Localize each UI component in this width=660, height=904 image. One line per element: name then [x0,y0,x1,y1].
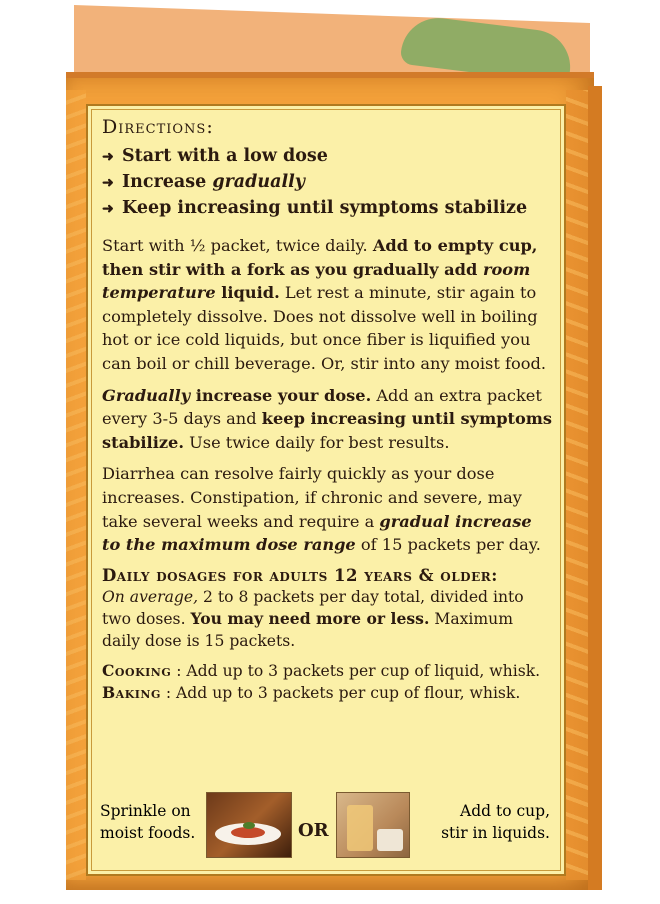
step-keep-increasing: ➜ Keep increasing until symptoms stabilize [102,196,554,222]
soup-bowl-photo [206,792,292,858]
arrow-icon: ➜ [102,149,114,165]
paragraph-start-dose: Start with ½ packet, twice daily. Add to empty cup, then stir with a fork as you gradually add room temperature liquid. Let rest a minute, stir again to completely dissolve. Does not dissolve well in boiling hot or ice cold liquids, but once fiber is liquified you can boil or chill beverage. Or, stir into any moist food. [102,236,546,373]
step-low-dose: ➜ Start with a low dose [102,144,554,170]
step-increase: ➜ Increase gradually [102,170,554,196]
directions-steps [102,144,554,222]
box-decoration-left [66,90,86,880]
directions-panel [86,104,566,876]
directions-content [102,116,554,704]
cup-shape [377,829,403,851]
daily-dosages-heading: Daily dosages for adults 12 years & older: [102,565,498,585]
cooking-line: Cooking : Add up to 3 packets per cup of liquid, whisk. [102,661,541,681]
usage-illustrations [88,792,568,872]
add-to-cup-caption: Add to cup, stir in liquids. [441,802,550,842]
baking-line: Baking : Add up to 3 packets per cup of flour, whisk. [102,683,521,703]
glass-shape [347,805,373,851]
paragraph-diarrhea: Diarrhea can resolve fairly quickly as your dose increases. Constipation, if chronic and severe, may take several weeks and require a gradual increase to the maximum dose range of 15 packets per day. [102,464,541,555]
garnish-leaf-shape [243,822,255,829]
or-label: OR [298,820,329,841]
box-decoration-right [566,90,588,880]
sprinkle-caption: Sprinkle on moist foods. [100,802,196,842]
drink-glass-photo [336,792,410,858]
paragraph-increase-dose: Gradually increase your dose. Add an extra packet every 3-5 days and keep increasing until symptoms stabilize. Use twice daily for best results. [102,385,553,452]
directions-heading: Directions: [102,116,214,138]
arrow-icon: ➜ [102,175,114,191]
arrow-icon: ➜ [102,201,114,217]
daily-dosages-text: On average, 2 to 8 packets per day total, divided into two doses. You may need more or less. Maximum daily dose is 15 packets. [102,587,524,650]
box-side-edge [588,86,602,890]
